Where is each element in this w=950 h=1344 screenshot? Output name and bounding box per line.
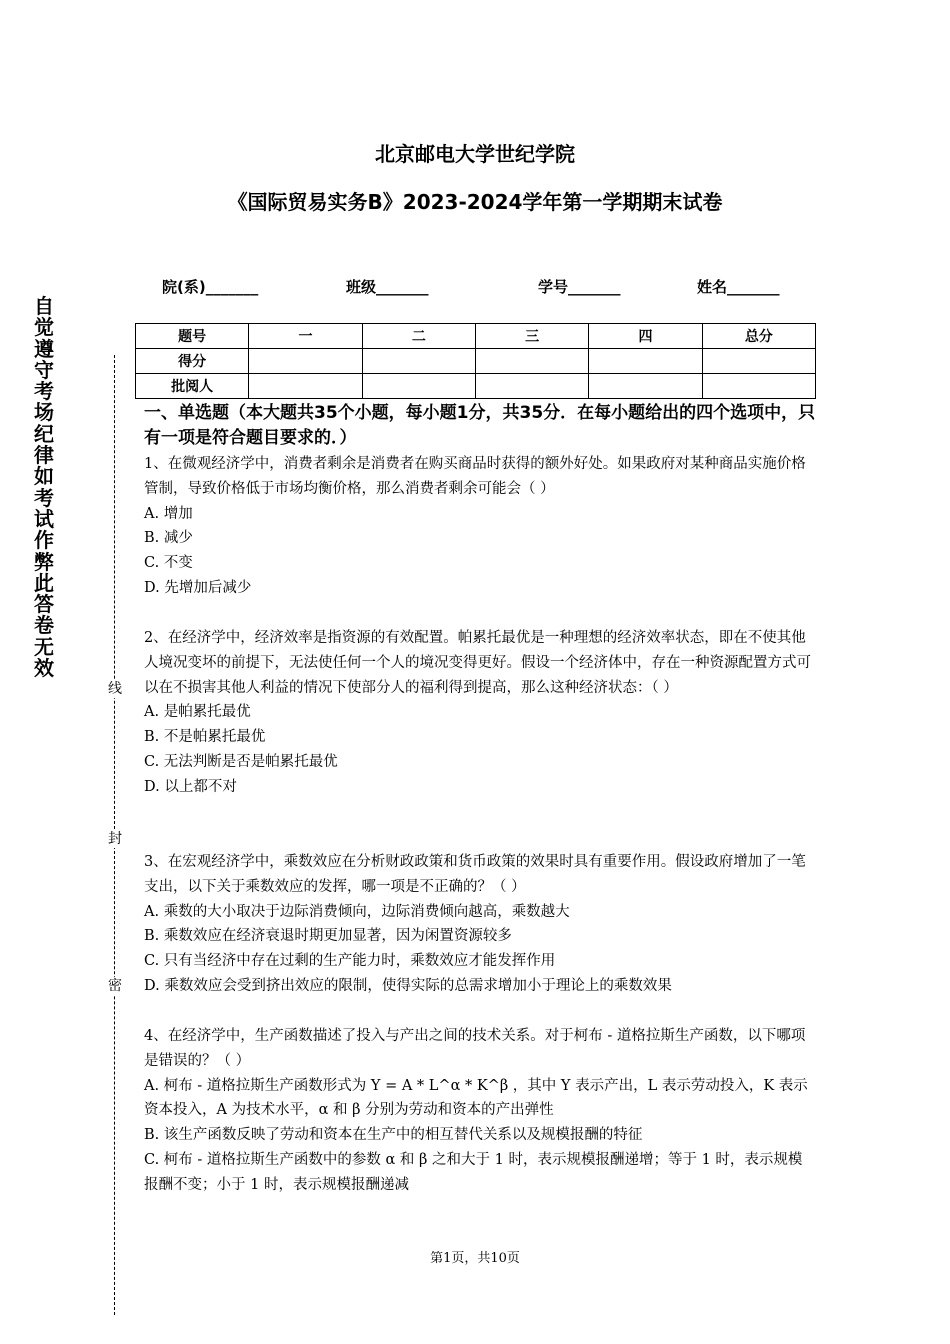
score-cell	[249, 349, 362, 374]
question-stem: 2、在经济学中，经济效率是指资源的有效配置。帕累托最优是一种理想的经济效率状态，即在不使其他人境况变坏的前提下，无法使任何一个人的境况变得更好。假设一个经济体中，存在一种资源配置方式可以在不损害其他人利益的情况下使部分人的福利得到提高，那么这种经济状态：（ ）	[144, 630, 811, 696]
grader-row-label: 批阅人	[136, 374, 249, 399]
question-stem: 1、在微观经济学中，消费者剩余是消费者在购买商品时获得的额外好处。如果政府对某种商品实施价格管制，导致价格低于市场均衡价格，那么消费者剩余可能会（ ）	[144, 456, 806, 497]
option-c: C. 只有当经济中存在过剩的生产能力时，乘数效应才能发挥作用	[144, 953, 556, 970]
option-a: A. 乘数的大小取决于边际消费倾向，边际消费倾向越高，乘数越大	[144, 903, 570, 920]
header-cell-number: 题号	[136, 324, 249, 349]
score-cell	[475, 349, 588, 374]
binding-word-secret: 密	[108, 978, 122, 994]
header-cell-2: 二	[362, 324, 475, 349]
option-b: B. 乘数效应在经济衰退时期更加显著，因为闲置资源较多	[144, 928, 512, 945]
score-row	[136, 349, 816, 374]
question-1	[144, 452, 814, 601]
department-field: 院(系)_______	[162, 278, 259, 296]
grader-cell	[702, 374, 815, 399]
page-number: 第1页，共10页	[430, 1251, 520, 1266]
grader-cell	[475, 374, 588, 399]
header-cell-total: 总分	[702, 324, 815, 349]
exam-title: 《国际贸易实务B》2023-2024学年第一学期期末试卷	[227, 190, 723, 214]
option-d: D. 以上都不对	[144, 778, 237, 795]
option-a: A. 增加	[144, 505, 193, 522]
option-d: D. 乘数效应会受到挤出效应的限制，使得实际的总需求增加小于理论上的乘数效果	[144, 977, 672, 994]
grader-cell	[589, 374, 702, 399]
class-field: 班级_______	[346, 278, 429, 296]
question-2	[144, 626, 814, 800]
question-4	[144, 1024, 814, 1198]
score-cell	[702, 349, 815, 374]
score-table	[135, 323, 816, 399]
score-table-header-row	[136, 324, 816, 349]
header-cell-3: 三	[475, 324, 588, 349]
question-stem: 4、在经济学中，生产函数描述了投入与产出之间的技术关系。对于柯布 - 道格拉斯生产函数，以下哪项是错误的？（ ）	[144, 1028, 806, 1069]
grader-cell	[362, 374, 475, 399]
binding-word-line: 线	[108, 681, 122, 697]
header-cell-1: 一	[249, 324, 362, 349]
option-c: C. 不变	[144, 555, 193, 572]
score-cell	[362, 349, 475, 374]
option-b: B. 减少	[144, 530, 193, 547]
option-d: D. 先增加后减少	[144, 579, 252, 596]
school-name: 北京邮电大学世纪学院	[375, 142, 575, 166]
grader-cell	[249, 374, 362, 399]
binding-word-seal: 封	[108, 831, 122, 847]
student-id-field: 学号_______	[538, 278, 621, 296]
option-c: C. 无法判断是否是帕累托最优	[144, 753, 338, 770]
option-b: B. 不是帕累托最优	[144, 729, 266, 746]
score-row-label: 得分	[136, 349, 249, 374]
option-b: B. 该生产函数反映了劳动和资本在生产中的相互替代关系以及规模报酬的特征	[144, 1127, 643, 1144]
name-field: 姓名_______	[697, 278, 780, 296]
question-3	[144, 850, 814, 999]
question-stem: 3、在宏观经济学中，乘数效应在分析财政政策和货币政策的效果时具有重要作用。假设政府增加了一笔支出，以下关于乘数效应的发挥，哪一项是不正确的？（ ）	[144, 854, 806, 895]
option-a: A. 是帕累托最优	[144, 704, 251, 721]
score-cell	[589, 349, 702, 374]
grader-row	[136, 374, 816, 399]
option-a: A. 柯布 - 道格拉斯生产函数形式为 Y = A * L^α * K^β ，其中 Y 表示产出，L 表示劳动投入，K 表示资本投入，A 为技术水平，α 和 β 分别为劳动和资本的产出弹性	[144, 1077, 808, 1119]
option-c: C. 柯布 - 道格拉斯生产函数中的参数 α 和 β 之和大于 1 时，表示规模报酬递增；等于 1 时，表示规模报酬不变；小于 1 时，表示规模报酬递减	[144, 1151, 803, 1193]
header-cell-4: 四	[589, 324, 702, 349]
vertical-exam-notice: 自觉遵守考场纪律如考试作弊此答卷无效	[34, 294, 54, 681]
section-one-heading: 一、单选题（本大题共35个小题，每小题1分，共35分．在每小题给出的四个选项中，只有一项是符合题目要求的．）	[144, 403, 816, 448]
